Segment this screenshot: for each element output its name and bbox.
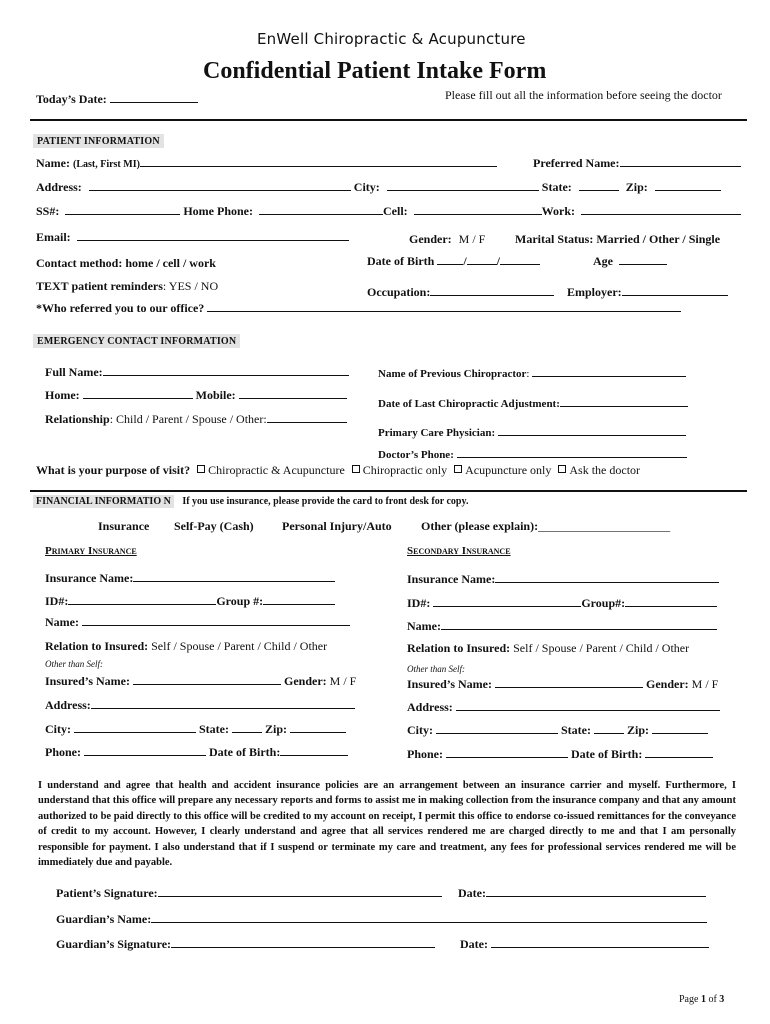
s-dob-label: Date of Birth: <box>571 747 643 761</box>
p-address-field[interactable] <box>91 697 355 709</box>
p-city-label: City: <box>45 722 71 736</box>
p-phone-row <box>45 744 348 760</box>
gender-options[interactable]: M / F <box>458 232 486 246</box>
s-relation-label: Relation to Insured: <box>407 641 511 655</box>
s-name-field[interactable] <box>441 618 717 630</box>
s-zip-field[interactable] <box>652 722 708 734</box>
patient-signature-field[interactable] <box>158 885 442 897</box>
checkbox-icon[interactable] <box>197 465 205 473</box>
s-gender-label: Gender: <box>646 677 689 691</box>
em-phone-row <box>45 387 347 403</box>
purpose-option-acupuncture[interactable]: Acupuncture only <box>465 463 552 477</box>
s-city-row <box>407 722 708 738</box>
prev-chiro-colon: : <box>526 368 530 380</box>
occupation-field[interactable] <box>430 284 554 296</box>
em-mobile-field[interactable] <box>239 387 347 399</box>
s-city-label: City: <box>407 723 433 737</box>
financial-divider <box>30 490 747 492</box>
brand-name: EnWell Chiropractic & Acupuncture <box>257 30 526 48</box>
pay-type-insurance[interactable]: Insurance <box>98 519 150 533</box>
contact-method-row <box>36 256 216 271</box>
page-number <box>679 994 724 1005</box>
patient-date-label: Date: <box>458 886 486 900</box>
p-address-row <box>45 697 355 713</box>
dob-month-field[interactable] <box>437 253 463 265</box>
preferred-name-label: Preferred Name: <box>533 156 620 170</box>
s-relation-options[interactable]: Self / Spouse / Parent / Child / Other <box>513 641 690 655</box>
employer-row <box>567 284 728 300</box>
referred-row <box>36 300 681 316</box>
purpose-label: What is your purpose of visit? <box>36 463 191 477</box>
text-reminders-label: TEXT patient reminders <box>36 279 163 293</box>
ss-label: SS#: <box>36 204 60 218</box>
s-city-field[interactable] <box>436 722 558 734</box>
secondary-insurance-heading: Secondary Insurance <box>407 545 511 557</box>
prev-chiro-label: Name of Previous Chiropractor <box>378 368 527 380</box>
s-name-label: Name: <box>407 619 441 633</box>
guardian-signature-label: Guardian’s Signature: <box>56 937 172 951</box>
p-group-field[interactable] <box>263 593 335 605</box>
s-ins-name-row <box>407 571 719 587</box>
zip-label: Zip: <box>625 180 648 194</box>
s-zip-label: Zip: <box>627 723 650 737</box>
p-name-row <box>45 614 350 630</box>
cell-field[interactable] <box>414 203 542 215</box>
s-state-label: State: <box>561 723 591 737</box>
guardian-name-row <box>56 911 707 927</box>
pcp-row <box>378 424 686 439</box>
p-ins-name-row <box>45 570 335 586</box>
s-id-field[interactable] <box>433 595 581 607</box>
email-row <box>36 229 349 245</box>
guardian-signature-field[interactable] <box>171 936 435 948</box>
s-ins-name-label: Insurance Name: <box>407 572 496 586</box>
pay-type-other-label[interactable]: Other (please explain): <box>421 519 539 533</box>
header-divider <box>30 119 747 121</box>
gender-row <box>409 232 485 247</box>
home-phone-field[interactable] <box>259 203 383 215</box>
s-id-label: ID#: <box>407 596 431 610</box>
primary-insurance-heading: Primary Insurance <box>45 545 137 557</box>
guardian-date-label: Date: <box>460 937 488 951</box>
occupation-row <box>367 284 554 300</box>
s-id-row <box>407 595 717 611</box>
s-gender-options[interactable]: M / F <box>691 677 719 691</box>
agreement-text: I understand and agree that health and accident insurance policies are an arrangement between an insurance carrier and myself. Furthermore, I understand that this office will prepare any necessary reports and forms to assist me in making collection from the insurance company and that any amount authorized to be paid directly to this office will be credited to my account on receipt, I permit this office to endorse co-issued remittances for the conveyance of credit to my account. However, I clearly understand and agree that all services rendered me are charged directly to me and that I am personally responsible for payment. I also understand that if I suspend or terminate my care and treatment, any fees for professional services rendered me will be immediately due and payable. <box>38 780 736 869</box>
preferred-name-row <box>533 155 741 171</box>
p-dob-label: Date of Birth: <box>209 745 281 759</box>
p-gender-options[interactable]: M / F <box>329 674 357 688</box>
purpose-option-chiro[interactable]: Chiropractic only <box>362 463 448 477</box>
s-relation-row <box>407 641 689 656</box>
p-relation-label: Relation to Insured: <box>45 639 149 653</box>
s-state-field[interactable] <box>594 722 624 734</box>
address-row <box>36 179 721 195</box>
s-phone-row <box>407 746 713 762</box>
em-relationship-row <box>45 411 347 427</box>
p-name-field[interactable] <box>82 614 350 626</box>
page-total: 3 <box>719 994 725 1005</box>
p-state-field[interactable] <box>232 721 262 733</box>
em-full-name-row <box>45 364 349 380</box>
work-label: Work: <box>541 204 575 218</box>
s-group-label: Group#: <box>581 596 626 610</box>
patient-signature-label: Patient’s Signature: <box>56 886 158 900</box>
em-home-label: Home: <box>45 388 80 402</box>
doctor-phone-field[interactable] <box>457 446 687 458</box>
zip-field[interactable] <box>655 179 721 191</box>
prev-chiro-row <box>378 365 686 380</box>
patient-date-row <box>458 885 706 901</box>
contact-method-label: Contact method <box>36 256 119 270</box>
financial-section-title: FINANCIAL INFORMATIO N <box>33 495 174 508</box>
s-address-field[interactable] <box>456 699 720 711</box>
p-city-row <box>45 721 346 737</box>
guardian-date-row <box>460 936 709 952</box>
financial-note: If you use insurance, please provide the card to front desk for copy. <box>182 496 469 507</box>
em-mobile-label: Mobile: <box>195 388 236 402</box>
name-hint: (Last, First MI) <box>72 159 140 170</box>
p-group-label: Group #: <box>216 594 264 608</box>
email-label: Email: <box>36 230 71 244</box>
p-zip-field[interactable] <box>290 721 346 733</box>
s-phone-field[interactable] <box>446 746 568 758</box>
text-reminders-row <box>36 279 218 294</box>
purpose-row <box>36 463 640 478</box>
p-name-label: Name: <box>45 615 79 629</box>
last-adjust-field[interactable] <box>560 395 688 407</box>
emergency-section-title: EMERGENCY CONTACT INFORMATION <box>33 334 240 348</box>
age-row <box>593 253 667 269</box>
purpose-option-both[interactable]: Chiropractic & Acupuncture <box>208 463 345 477</box>
form-instruction: Please fill out all the information before seeing the doctor <box>445 88 722 102</box>
p-ins-name-label: Insurance Name: <box>45 571 134 585</box>
p-dob-field[interactable] <box>280 744 348 756</box>
financial-header <box>33 496 468 507</box>
employer-label: Employer: <box>567 285 622 299</box>
preferred-name-field[interactable] <box>620 155 741 167</box>
city-label: City: <box>353 180 380 194</box>
guardian-name-field[interactable] <box>151 911 707 923</box>
em-home-field[interactable] <box>83 387 193 399</box>
marital-options[interactable]: Married / Other / Single <box>596 232 721 246</box>
last-adjust-label: Date of Last Chiropractic Adjustment: <box>378 398 560 410</box>
home-phone-label: Home Phone: <box>183 204 253 218</box>
pay-type-self-pay[interactable]: Self-Pay (Cash) <box>174 519 254 533</box>
em-full-name-field[interactable] <box>103 364 349 376</box>
p-relation-row <box>45 639 327 654</box>
s-group-field[interactable] <box>625 595 717 607</box>
dob-year-field[interactable] <box>500 253 540 265</box>
s-address-label: Address: <box>407 700 453 714</box>
em-relationship-options[interactable]: : Child / Parent / Spouse / Other: <box>109 412 267 426</box>
s-ins-name-field[interactable] <box>495 571 719 583</box>
s-phone-label: Phone: <box>407 747 443 761</box>
checkbox-icon[interactable] <box>558 465 566 473</box>
prev-chiro-field[interactable] <box>532 365 686 377</box>
purpose-option-ask[interactable]: Ask the doctor <box>569 463 641 477</box>
p-insured-name-field[interactable] <box>133 673 281 685</box>
address-label: Address: <box>36 180 82 194</box>
p-ins-name-field[interactable] <box>133 570 335 582</box>
cell-label: Cell: <box>383 204 408 218</box>
pay-type-personal-injury[interactable]: Personal Injury/Auto <box>282 519 392 533</box>
p-zip-label: Zip: <box>265 722 288 736</box>
name-label: Name: <box>36 156 70 170</box>
employer-field[interactable] <box>622 284 728 296</box>
last-adjust-row <box>378 395 688 410</box>
state-field[interactable] <box>579 179 619 191</box>
em-relationship-label: Relationship <box>45 412 110 426</box>
patient-date-field[interactable] <box>486 885 706 897</box>
patient-name-row <box>36 155 497 171</box>
p-id-label: ID#: <box>45 594 69 608</box>
dob-row <box>367 253 540 269</box>
dob-label: Date of Birth <box>367 254 435 268</box>
todays-date-field[interactable] <box>110 91 198 103</box>
todays-date-row <box>36 91 198 107</box>
guardian-signature-row <box>56 936 435 952</box>
pcp-field[interactable] <box>498 424 686 436</box>
dob-day-field[interactable] <box>467 253 497 265</box>
s-insured-name-label: Insured’s Name: <box>407 677 493 691</box>
todays-date-label: Today’s Date: <box>36 92 107 106</box>
s-dob-field[interactable] <box>645 746 713 758</box>
s-other-than-self: Other than Self: <box>407 664 465 674</box>
s-insured-row <box>407 676 718 692</box>
doctor-phone-row <box>378 446 687 461</box>
checkbox-icon[interactable] <box>454 465 462 473</box>
checkbox-icon[interactable] <box>352 465 360 473</box>
address-field[interactable] <box>89 179 351 191</box>
state-label: State: <box>541 180 572 194</box>
contact-method-options[interactable]: : home / cell / work <box>118 256 216 270</box>
pcp-label: Primary Care Physician: <box>378 427 496 439</box>
p-phone-label: Phone: <box>45 745 81 759</box>
occupation-label: Occupation: <box>367 285 431 299</box>
patient-signature-row <box>56 885 442 901</box>
p-other-than-self: Other than Self: <box>45 659 103 669</box>
page-of: of <box>708 994 717 1005</box>
p-id-field[interactable] <box>68 593 216 605</box>
p-insured-name-label: Insured’s Name: <box>45 674 131 688</box>
p-id-row <box>45 593 335 609</box>
dob-separator: / <box>496 254 501 268</box>
page-title: Confidential Patient Intake Form <box>203 58 547 84</box>
guardian-date-field[interactable] <box>491 936 709 948</box>
p-address-label: Address: <box>45 698 91 712</box>
referred-label: *Who referred you to our office? <box>36 301 205 315</box>
name-field[interactable] <box>140 155 497 167</box>
s-name-row <box>407 618 717 634</box>
s-address-row <box>407 699 720 715</box>
pay-type-other-field[interactable]: ______________________ <box>538 519 671 533</box>
marital-label: Marital Status: <box>515 232 594 246</box>
age-field[interactable] <box>619 253 667 265</box>
age-label: Age <box>593 254 613 268</box>
p-city-field[interactable] <box>74 721 196 733</box>
city-field[interactable] <box>387 179 539 191</box>
phone-row <box>36 203 741 219</box>
marital-row <box>515 232 720 247</box>
em-full-name-label: Full Name: <box>45 365 103 379</box>
p-phone-field[interactable] <box>84 744 206 756</box>
p-gender-label: Gender: <box>284 674 327 688</box>
patient-section-title: PATIENT INFORMATION <box>33 134 164 148</box>
guardian-name-label: Guardian’s Name: <box>56 912 152 926</box>
doctor-phone-label: Doctor’s Phone: <box>378 449 454 461</box>
em-relationship-other-field[interactable] <box>267 411 347 423</box>
text-reminders-options[interactable]: : YES / NO <box>162 279 219 293</box>
page-current: 1 <box>700 994 706 1005</box>
dob-separator: / <box>463 254 467 268</box>
gender-label: Gender: <box>409 232 452 246</box>
work-field[interactable] <box>581 203 741 215</box>
ss-field[interactable] <box>65 203 180 215</box>
page-word: Page <box>679 994 699 1005</box>
referred-field[interactable] <box>207 300 681 312</box>
p-state-label: State: <box>199 722 229 736</box>
s-insured-name-field[interactable] <box>495 676 643 688</box>
p-relation-options[interactable]: Self / Spouse / Parent / Child / Other <box>151 639 328 653</box>
email-field[interactable] <box>77 229 349 241</box>
p-insured-row <box>45 673 356 689</box>
pay-type-other <box>421 519 670 534</box>
